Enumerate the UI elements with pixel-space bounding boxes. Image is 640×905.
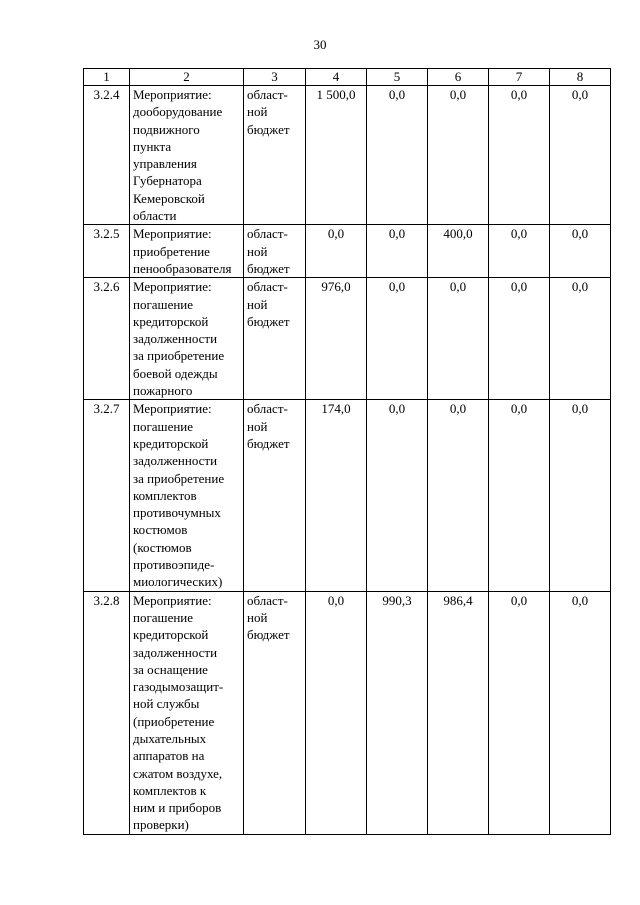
funding-source-line: област- (247, 401, 288, 417)
table-body (84, 86, 611, 835)
funding-source (244, 225, 306, 278)
item-name-line: Мероприятие: (133, 401, 212, 417)
funding-source-line: област- (247, 226, 288, 242)
item-code: 3.2.6 (84, 278, 130, 400)
amount-cell: 0,0 (428, 400, 489, 591)
item-name-line: задолженности (133, 331, 218, 347)
amount-cell: 400,0 (428, 225, 489, 278)
item-name-line: противоэпиде- (133, 557, 215, 573)
item-name-line: Мероприятие: (133, 279, 212, 295)
amount-cell: 0,0 (550, 86, 611, 225)
item-name-line: кредиторской (133, 435, 209, 451)
item-code: 3.2.4 (84, 86, 130, 225)
item-name-line: пожарного (133, 383, 193, 399)
table-row (84, 400, 611, 591)
item-name-line: области (133, 208, 177, 224)
amount-cell: 990,3 (367, 591, 428, 834)
table-row (84, 86, 611, 225)
funding-source-line: бюджет (247, 435, 290, 451)
amount-cell: 0,0 (489, 278, 550, 400)
funding-source-line: област- (247, 279, 288, 295)
item-name-line: миологических) (133, 574, 223, 590)
amount-cell: 0,0 (550, 400, 611, 591)
item-code: 3.2.8 (84, 591, 130, 834)
amount-cell: 0,0 (550, 591, 611, 834)
item-name-line: противочумных (133, 505, 221, 521)
item-name (130, 225, 244, 278)
column-header: 5 (367, 69, 428, 86)
amount-cell: 0,0 (306, 225, 367, 278)
item-name-line: дооборудование (133, 104, 223, 120)
item-name-line: сжатом воздухе, (133, 765, 223, 781)
funding-source-line: бюджет (247, 627, 290, 643)
funding-source-line: ной (247, 296, 268, 312)
funding-source (244, 591, 306, 834)
funding-source (244, 86, 306, 225)
funding-source (244, 278, 306, 400)
amount-cell: 0,0 (367, 86, 428, 225)
amount-cell: 0,0 (489, 86, 550, 225)
column-header: 7 (489, 69, 550, 86)
funding-source-line: бюджет (247, 260, 290, 276)
item-name-line: погашение (133, 296, 194, 312)
item-name-line: комплектов к (133, 782, 207, 798)
amount-cell: 0,0 (550, 278, 611, 400)
item-name (130, 591, 244, 834)
amount-cell: 174,0 (306, 400, 367, 591)
amount-cell: 0,0 (367, 400, 428, 591)
item-name-line: боевой одежды (133, 365, 218, 381)
amount-cell: 0,0 (428, 86, 489, 225)
amount-cell: 0,0 (489, 225, 550, 278)
funding-source-line: бюджет (247, 313, 290, 329)
item-code: 3.2.7 (84, 400, 130, 591)
table-row (84, 225, 611, 278)
funding-source-line: област- (247, 87, 288, 102)
item-name-line: Губернатора (133, 173, 202, 189)
column-header: 4 (306, 69, 367, 86)
item-name-line: пункта (133, 138, 172, 154)
item-name-line: проверки) (133, 817, 189, 833)
item-name-line: (костюмов (133, 539, 192, 555)
amount-cell: 0,0 (367, 278, 428, 400)
column-header: 8 (550, 69, 611, 86)
amount-cell: 986,4 (428, 591, 489, 834)
funding-source-line: ной (247, 243, 268, 259)
column-header: 6 (428, 69, 489, 86)
item-name-line: ним и приборов (133, 800, 222, 816)
item-name-line: Мероприятие: (133, 87, 212, 102)
item-name-line: за приобретение (133, 348, 225, 364)
item-name-line: кредиторской (133, 627, 209, 643)
amount-cell: 0,0 (489, 400, 550, 591)
item-name-line: задолженности (133, 644, 218, 660)
amount-cell: 0,0 (550, 225, 611, 278)
item-name-line: Мероприятие: (133, 592, 212, 608)
item-name-line: дыхательных (133, 730, 207, 746)
funding-source-line: област- (247, 592, 288, 608)
table-row (84, 591, 611, 834)
amount-cell: 0,0 (489, 591, 550, 834)
budget-table (83, 68, 611, 835)
item-code: 3.2.5 (84, 225, 130, 278)
amount-cell: 976,0 (306, 278, 367, 400)
column-header: 2 (130, 69, 244, 86)
funding-source-line: бюджет (247, 121, 290, 137)
funding-source-line: ной (247, 609, 268, 625)
item-name-line: Кемеровской (133, 190, 205, 206)
item-name-line: костюмов (133, 522, 188, 538)
item-name-line: пенообразователя (133, 260, 232, 276)
item-name-line: аппаратов на (133, 748, 205, 764)
funding-source-line: ной (247, 418, 268, 434)
item-name-line: за оснащение (133, 661, 208, 677)
item-name-line: комплектов (133, 487, 197, 503)
funding-source-line: ной (247, 104, 268, 120)
item-name-line: за приобретение (133, 470, 225, 486)
table-row (84, 278, 611, 400)
column-header: 1 (84, 69, 130, 86)
item-name-line: погашение (133, 418, 194, 434)
column-header: 3 (244, 69, 306, 86)
item-name-line: кредиторской (133, 313, 209, 329)
item-name (130, 86, 244, 225)
funding-source (244, 400, 306, 591)
item-name-line: (приобретение (133, 713, 215, 729)
page-number: 30 (313, 37, 327, 52)
item-name-line: погашение (133, 609, 194, 625)
item-name-line: подвижного (133, 121, 200, 137)
item-name-line: Мероприятие: (133, 226, 212, 242)
amount-cell: 0,0 (306, 591, 367, 834)
item-name-line: приобретение (133, 243, 210, 259)
item-name-line: ной службы (133, 696, 200, 712)
item-name-line: управления (133, 156, 197, 172)
amount-cell: 0,0 (428, 278, 489, 400)
item-name (130, 278, 244, 400)
amount-cell: 0,0 (367, 225, 428, 278)
amount-cell: 1 500,0 (306, 86, 367, 225)
item-name-line: задолженности (133, 453, 218, 469)
item-name (130, 400, 244, 591)
header-row (84, 69, 611, 86)
item-name-line: газодымозащит- (133, 679, 224, 695)
